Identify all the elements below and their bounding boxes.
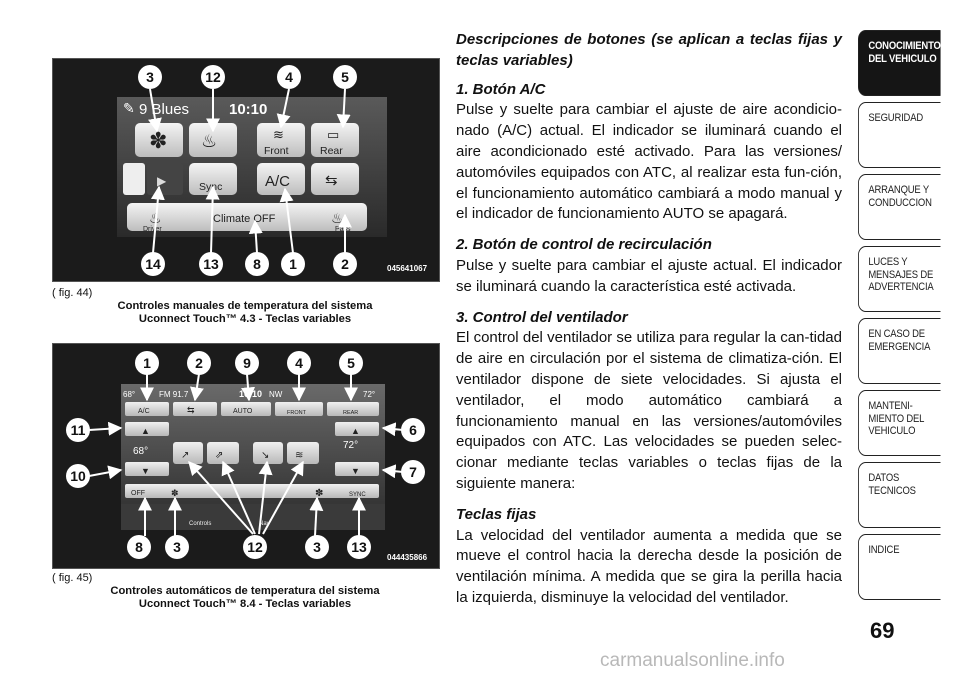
up-arrow-icon: ▲ [351, 426, 360, 436]
callout-2: 2 [195, 355, 203, 371]
fan-icon: ✽ [149, 128, 168, 153]
tab-datos[interactable]: DATOS TECNICOS [858, 462, 941, 528]
airflow-icon: ≋ [295, 450, 304, 461]
compass-text: NW [269, 390, 283, 399]
figure-45-title-line1: Controles automáticos de temperatura del sistema [110, 585, 380, 597]
figure-44-caption [52, 287, 438, 326]
figure-45-caption [52, 572, 438, 611]
airflow-icon: ↘ [261, 450, 270, 461]
figure-45-number: ( fig. 45) [52, 572, 93, 584]
up-arrow-icon: ▲ [141, 426, 150, 436]
figure-44-title-line1: Controles manuales de temperatura del sistema [117, 300, 373, 312]
airflow-icon: ♨ [201, 131, 218, 151]
callout-10: 10 [70, 468, 86, 484]
tab-arranque[interactable]: ARRANQUE Y CONDUCCION [858, 174, 941, 240]
watermark: carmanualsonline.info [600, 650, 785, 671]
ac-label: A/C [138, 408, 150, 415]
callout-9: 9 [243, 355, 251, 371]
rear-label: Rear [320, 145, 343, 157]
section-intro: Descripciones de botones (se aplican a teclas fijas y teclas variables) [456, 31, 842, 69]
figure-44-title-line2: Uconnect Touch™ 4.3 - Teclas variables [138, 313, 352, 325]
callout-2: 2 [341, 256, 349, 272]
nav-bar [121, 504, 385, 530]
figure-44-number: ( fig. 44) [52, 287, 93, 299]
airflow-icon: ↗ [181, 450, 190, 461]
callout-4: 4 [295, 355, 303, 371]
clock-text: 10:10 [239, 389, 263, 399]
callout-11: 11 [70, 422, 86, 438]
recirculation-icon: ⇆ [325, 172, 338, 189]
fan-bar [125, 484, 379, 498]
clock-text: 10:10 [229, 101, 268, 118]
front-defrost-icon: ≋ [273, 127, 284, 142]
rear-label: REAR [343, 410, 359, 416]
temp-left-value: 68° [133, 446, 149, 457]
callout-12: 12 [205, 69, 221, 85]
radio-text: 9 Blues [139, 101, 190, 118]
nav-tab[interactable]: Nav [259, 521, 270, 527]
paragraph-blower-control: El control del ventilador se utiliza para regular la can-tidad de aire en circulación por el sistema de climatiza-ción. El ventilador dispone de siete velocidades. Si ajusta el ventilador, el modo automático cambiará a funcionamiento manual en las versiones/automóviles equipados con ATC. Las velocidades se pueden selec-cionar mediante teclas variables o teclas fijas de la siguiente manera: [456, 329, 842, 492]
sync-label: Sync [199, 181, 223, 193]
off-button[interactable]: OFF [131, 490, 145, 497]
rear-defrost-icon: ▭ [327, 127, 340, 142]
recirculation-icon: ⇆ [187, 405, 195, 415]
temp-right-top: 72° [363, 390, 376, 399]
paragraph-fixed-keys: La velocidad del ventilador aumenta a medida que se mueve el control hacia la derecha desde la posición de ventilación mínima. A medida que se gira la perilla hacia la izquierda, disminuye la velocidad del ventilador. [456, 526, 842, 606]
ac-label: A/C [265, 173, 291, 190]
body-text-column [456, 30, 842, 619]
page-number: 69 [870, 618, 895, 643]
auto-label: AUTO [233, 408, 253, 415]
callout-3: 3 [146, 69, 154, 85]
temp-left-top: 68° [123, 390, 136, 399]
climate-off-button[interactable]: Climate OFF [213, 213, 276, 225]
fan-icon: ✽ [315, 488, 324, 499]
tab-indice[interactable]: INDICE [858, 534, 941, 600]
tab-emergencia[interactable]: EN CASO DE EMERGENCIA [858, 318, 941, 384]
callout-5: 5 [341, 69, 349, 85]
figure-45-image [52, 343, 440, 569]
front-label: FRONT [287, 410, 306, 416]
callout-12: 12 [247, 539, 263, 555]
settings-icon: ✎ [123, 100, 135, 116]
driver-label: Driver [143, 226, 162, 233]
tab-conocimiento[interactable]: CONOCIMIENTO DEL VEHICULO [858, 30, 941, 96]
paragraph-ac-button: Pulse y suelte para cambiar el ajuste de aire acondicio-nado (A/C) actual. El indicador se iluminará cuando el aire acondicionado esté activado. Para las versiones/ automóviles equipados con ATC, al realizar esta fun-ción, el funcionamiento automático cambiará a modo manual y el indicador de funcionamiento AUTO se apagará. [456, 101, 842, 223]
passenger-seat-icon[interactable]: ♨ [331, 210, 344, 226]
heading-blower-control: 3. Control del ventilador [456, 308, 628, 326]
front-label: Front [264, 145, 289, 157]
callout-3: 3 [173, 539, 181, 555]
paragraph-recirculation: Pulse y suelte para cambiar el ajuste actual. El indicador se iluminará cuando la característica esté activada. [456, 256, 842, 295]
figure-code: 045641067 [387, 264, 428, 273]
callout-3: 3 [313, 539, 321, 555]
driver-seat-icon[interactable]: ♨ [149, 210, 162, 226]
recirculation-button[interactable] [173, 402, 217, 416]
left-slider-tab[interactable] [123, 163, 145, 195]
heading-ac-button: 1. Botón A/C [456, 80, 546, 98]
callout-1: 1 [289, 256, 297, 272]
play-icon: ▶ [157, 174, 167, 188]
down-arrow-icon: ▼ [351, 466, 360, 476]
callout-14: 14 [145, 256, 161, 272]
callout-8: 8 [135, 539, 143, 555]
callout-13: 13 [203, 256, 219, 272]
fan-icon: ✽ [171, 488, 179, 498]
temp-right-value: 72° [343, 440, 359, 451]
heading-fixed-keys: Teclas fijas [456, 505, 537, 523]
figure-45-title-line2: Uconnect Touch™ 8.4 - Teclas variables [138, 598, 352, 610]
callout-13: 13 [351, 539, 367, 555]
heading-recirculation: 2. Botón de control de recirculación [456, 236, 712, 254]
figure-code: 044435866 [387, 553, 428, 562]
fm-text: FM 91.7 [159, 390, 189, 399]
tab-luces[interactable]: LUCES Y MENSAJES DE ADVERTENCIA [858, 246, 941, 312]
tab-seguridad[interactable]: SEGURIDAD [858, 102, 941, 168]
callout-7: 7 [409, 464, 417, 480]
sync-button[interactable]: SYNC [349, 492, 366, 498]
down-arrow-icon: ▼ [141, 466, 150, 476]
callout-8: 8 [253, 256, 261, 272]
controls-tab[interactable]: Controls [189, 521, 212, 527]
airflow-icon: ⇗ [215, 450, 224, 461]
callout-6: 6 [409, 422, 417, 438]
callout-4: 4 [285, 69, 293, 85]
pass-label: Pass [335, 226, 351, 233]
tab-mantenimiento[interactable]: MANTENI- MIENTO DEL VEHICULO [858, 390, 941, 456]
callout-1: 1 [143, 355, 151, 371]
callout-5: 5 [347, 355, 355, 371]
figure-44-image [52, 58, 440, 282]
